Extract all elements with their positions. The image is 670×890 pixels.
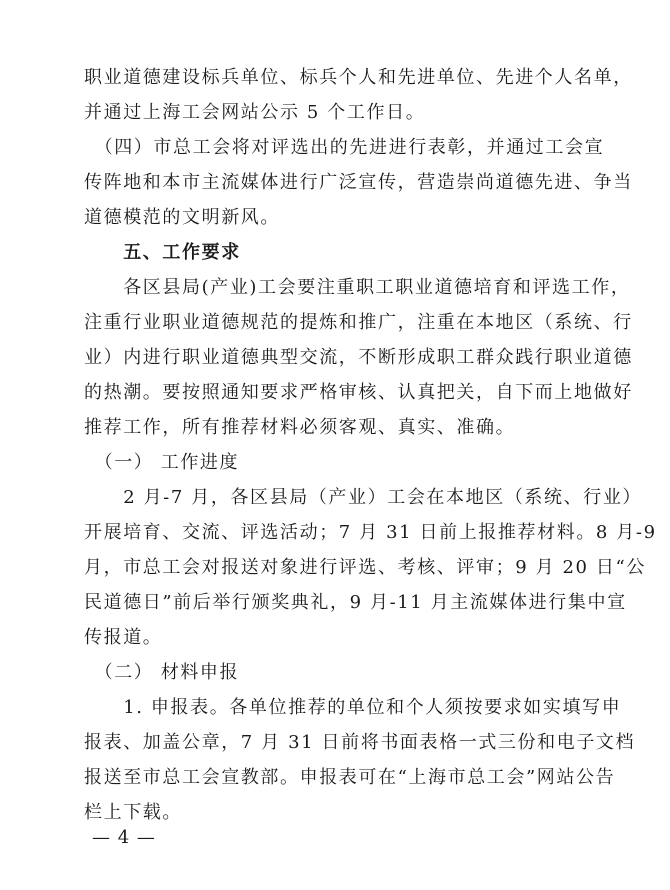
text-line: 月，市总工会对报送对象进行评选、考核、评审；9 月 20 日“公 [84, 557, 646, 578]
text-line: 传阵地和本市主流媒体进行广泛宣传，营造崇尚道德先进、争当 [84, 172, 633, 193]
text-line: 注重行业职业道德规范的提炼和推广，注重在本地区（系统、行 [84, 312, 633, 333]
text-line: 道德模范的文明新风。 [84, 207, 280, 228]
page-number: — 4 — [92, 827, 156, 848]
subsection-heading: （一） 工作进度 [84, 452, 240, 473]
text-line: 并通过上海工会网站公示 5 个工作日。 [84, 102, 426, 123]
text-line: 1. 申报表。各单位推荐的单位和个人须按要求如实填写申 [84, 697, 622, 718]
text-line: 的热潮。要按照通知要求严格审核、认真把关，自下而上地做好 [84, 382, 633, 403]
subsection-heading: （二） 材料申报 [84, 662, 240, 683]
text-line: 民道德日”前后举行颁奖典礼，9 月-11 月主流媒体进行集中宣 [84, 592, 627, 613]
text-line: 推荐工作，所有推荐材料必须客观、真实、准确。 [84, 417, 516, 438]
text-line: 2 月-7 月，各区县局（产业）工会在本地区（系统、行业） [84, 487, 643, 508]
text-line: 栏上下载。 [84, 802, 182, 823]
text-line: 报表、加盖公章，7 月 31 日前将书面表格一式三份和电子文档 [84, 732, 636, 753]
text-line: 业）内进行职业道德典型交流，不断形成职工群众践行职业道德 [84, 347, 633, 368]
text-line: 开展培育、交流、评选活动；7 月 31 日前上报推荐材料。8 月-9 [84, 522, 657, 543]
text-line: （四）市总工会将对评选出的先进进行表彰，并通过工会宣 [84, 137, 605, 158]
text-line: 报送至市总工会宣教部。申报表可在“上海市总工会”网站公告 [84, 767, 616, 788]
section-heading: 五、工作要求 [84, 242, 241, 263]
text-line: 传报道。 [84, 627, 163, 648]
text-line: 职业道德建设标兵单位、标兵个人和先进单位、先进个人名单， [84, 67, 633, 88]
text-line: 各区县局(产业)工会要注重职工职业道德培育和评选工作， [84, 277, 631, 298]
